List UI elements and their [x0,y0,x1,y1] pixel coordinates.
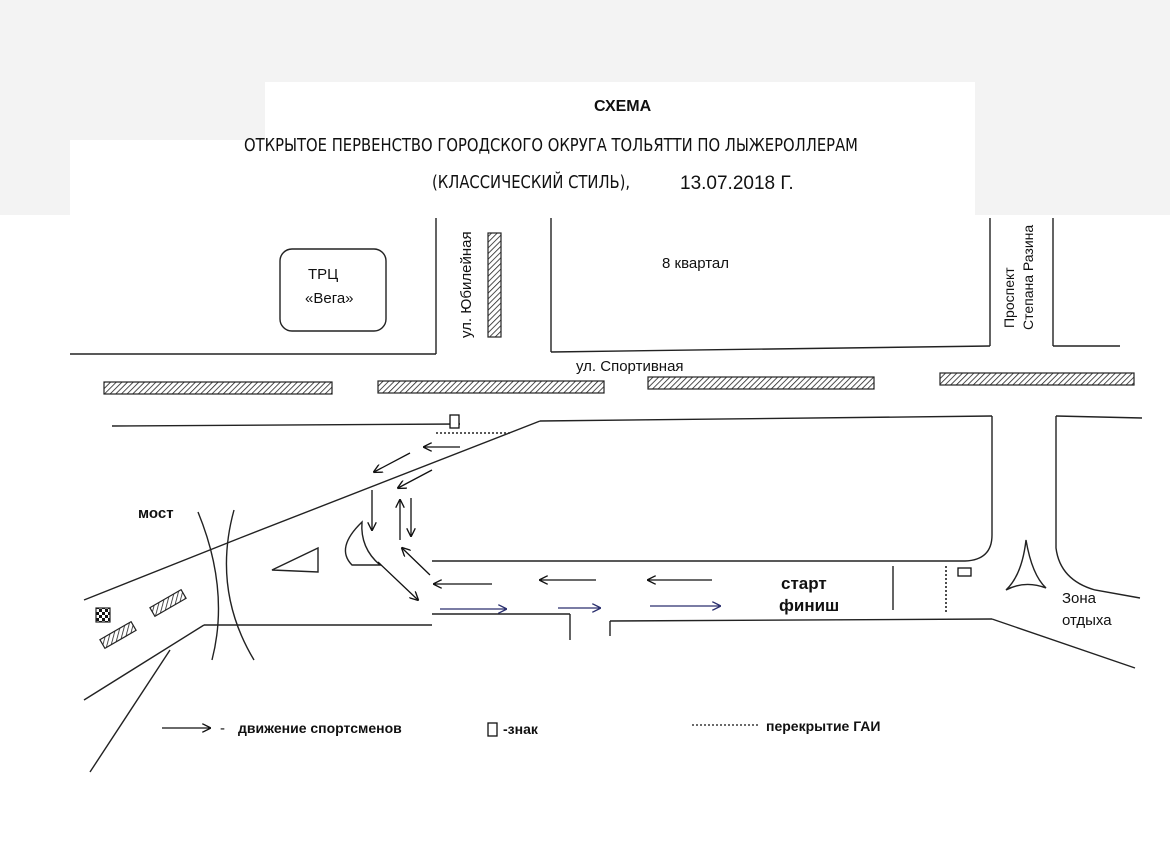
island-rest-zone [1006,540,1046,590]
movement-arrows [372,447,712,600]
road-edge [432,416,992,561]
legend-movement-dash: - [220,720,225,737]
prospect-label-name: Степана Разина [1020,224,1036,330]
legend-sign-label: -знак [503,721,538,737]
median [150,590,186,617]
median [100,622,136,649]
movement-arrows-return [440,606,720,609]
finish-flag-icon [96,608,110,622]
street-label-sportivnaya: ул. Спортивная [576,358,684,375]
road-edge [1056,416,1142,418]
start-label: старт [781,574,827,593]
island-triangle [272,548,318,572]
prospect-label: Проспект [1001,267,1017,328]
trc-label-name: «Вега» [305,290,354,307]
bridge-arc [198,512,218,660]
rest-zone-label: Зона [1062,590,1097,607]
median [488,233,501,337]
median [648,377,874,389]
bridge-arc [226,510,254,660]
road-edge [540,416,992,421]
legend-closure-label: перекрытие ГАИ [766,718,881,734]
island [345,522,380,565]
road-edge [551,346,990,352]
road-edge [610,619,992,621]
road-edge [112,424,460,426]
gai-closures [436,433,946,612]
legend-movement-label: движение спортсменов [238,720,402,736]
sign-icon [958,568,971,576]
quarter-label: 8 квартал [662,255,730,272]
median [104,382,332,394]
arrow-icon [398,470,432,488]
bridge-label: мост [138,505,174,522]
arrow-icon [402,548,430,575]
rest-zone-label-name: отдыха [1062,612,1112,629]
road-edge [90,650,170,772]
signs [450,415,971,576]
median [378,381,604,393]
median [940,373,1134,385]
finish-label: финиш [779,596,840,615]
street-label-yubileynaya: ул. Юбилейная [458,231,475,338]
road-edge [1056,416,1140,598]
legend-sign-icon [488,723,497,736]
road-edge [240,421,540,538]
page-subtitle-style: (КЛАССИЧЕСКИЙ СТИЛЬ), [432,172,631,193]
medians [96,233,1134,648]
page-date: 13.07.2018 Г. [680,173,794,194]
arrow-icon [378,562,418,600]
arrow-icon [374,453,410,472]
road-edge [84,538,240,600]
roads [70,218,1142,772]
page-subtitle: ОТКРЫТОЕ ПЕРВЕНСТВО ГОРОДСКОГО ОКРУГА ТОЛЬЯТТИ ПО ЛЫЖЕРОЛЛЕРАМ [244,135,858,156]
sign-icon [450,415,459,428]
trc-label: ТРЦ [308,266,339,283]
page-title: СХЕМА [594,98,652,115]
